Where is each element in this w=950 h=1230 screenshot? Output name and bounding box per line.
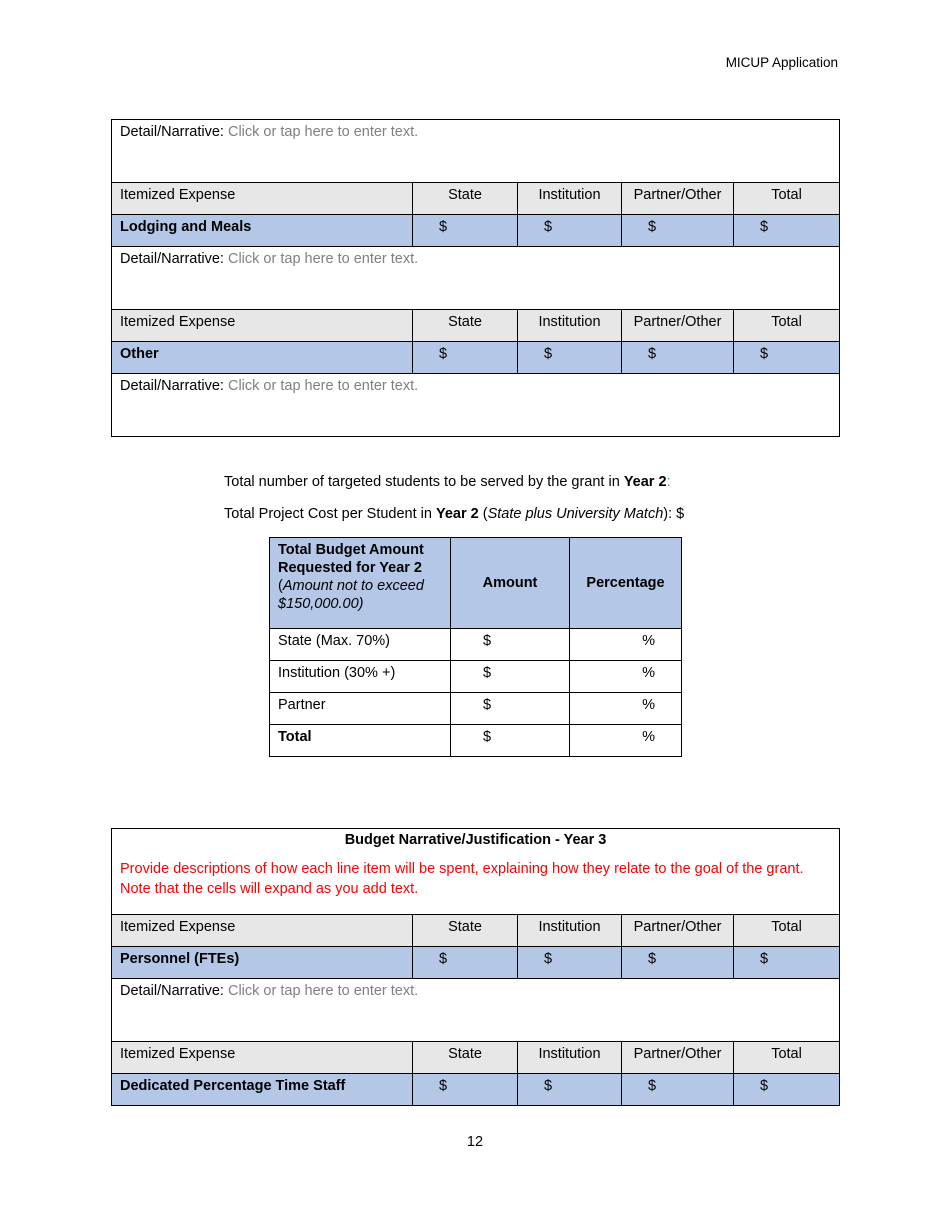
category-label: Dedicated Percentage Time Staff (112, 1074, 413, 1106)
col-state: State (413, 915, 518, 947)
page-number: 12 (466, 1134, 484, 1150)
summary-header-row (270, 538, 682, 629)
state-amount-field[interactable]: $ (413, 1074, 518, 1106)
narrative-row (112, 374, 840, 437)
amount-field[interactable]: $ (451, 661, 570, 693)
percentage-field[interactable]: % (570, 725, 682, 757)
institution-amount-field[interactable]: $ (518, 1074, 622, 1106)
amount-field[interactable]: $ (451, 629, 570, 661)
expense-header-row (112, 310, 840, 342)
col-institution: Institution (518, 1042, 622, 1074)
budget-summary-table (269, 537, 682, 757)
col-itemized-expense: Itemized Expense (112, 183, 413, 215)
summary-row-partner (270, 693, 682, 725)
col-institution: Institution (518, 310, 622, 342)
total-amount-field[interactable]: $ (734, 342, 840, 374)
summary-header-paren: ( (278, 578, 283, 594)
col-partner-other: Partner/Other (622, 915, 734, 947)
detail-label: Detail/Narrative: (120, 378, 224, 394)
budget-table-year-2 (111, 119, 840, 437)
amount-field[interactable]: $ (451, 725, 570, 757)
summary-row-institution (270, 661, 682, 693)
col-total: Total (734, 310, 840, 342)
narrative-cell[interactable] (112, 247, 840, 310)
detail-label: Detail/Narrative: (120, 983, 224, 999)
students-year: Year 2 (623, 474, 667, 490)
col-partner-other: Partner/Other (622, 310, 734, 342)
total-amount-field[interactable]: $ (734, 215, 840, 247)
col-itemized-expense: Itemized Expense (112, 310, 413, 342)
institution-amount-field[interactable]: $ (518, 342, 622, 374)
summary-header-bold: Total Budget Amount Requested for Year 2 (278, 542, 424, 576)
detail-label: Detail/Narrative: (120, 124, 224, 140)
narrative-placeholder[interactable]: Click or tap here to enter text. (227, 251, 419, 267)
row-label: Partner (270, 693, 451, 725)
category-row-personnel (112, 947, 840, 979)
expense-header-row (112, 1042, 840, 1074)
expense-header-row (112, 915, 840, 947)
col-itemized-expense: Itemized Expense (112, 1042, 413, 1074)
students-text: Total number of targeted students to be served by the grant in (224, 474, 624, 490)
partner-amount-field[interactable]: $ (622, 342, 734, 374)
narrative-row (112, 247, 840, 310)
col-institution: Institution (518, 183, 622, 215)
summary-header-note: Amount not to exceed $150,000.00) (278, 578, 424, 612)
budget-narrative-title-cell (112, 829, 840, 915)
col-partner-other: Partner/Other (622, 183, 734, 215)
total-amount-field[interactable]: $ (734, 1074, 840, 1106)
row-label: State (Max. 70%) (270, 629, 451, 661)
percentage-field[interactable]: % (570, 693, 682, 725)
col-total: Total (734, 183, 840, 215)
col-institution: Institution (518, 915, 622, 947)
state-amount-field[interactable]: $ (413, 342, 518, 374)
col-state: State (413, 310, 518, 342)
narrative-placeholder[interactable]: Click or tap here to enter text. (227, 983, 419, 999)
cost-dollar[interactable]: ): $ (663, 506, 685, 522)
state-amount-field[interactable]: $ (413, 215, 518, 247)
category-row-other (112, 342, 840, 374)
budget-table-year-3 (111, 828, 840, 1106)
col-percentage: Percentage (570, 538, 682, 629)
detail-label: Detail/Narrative: (120, 251, 224, 267)
col-amount: Amount (451, 538, 570, 629)
summary-row-state (270, 629, 682, 661)
total-amount-field[interactable]: $ (734, 947, 840, 979)
col-total: Total (734, 1042, 840, 1074)
cost-year: Year 2 (435, 506, 479, 522)
row-label: Institution (30% +) (270, 661, 451, 693)
narrative-placeholder[interactable]: Click or tap here to enter text. (227, 378, 419, 394)
institution-amount-field[interactable]: $ (518, 947, 622, 979)
percentage-field[interactable]: % (570, 629, 682, 661)
summary-header-label (270, 538, 451, 629)
category-label: Lodging and Meals (112, 215, 413, 247)
col-itemized-expense: Itemized Expense (112, 915, 413, 947)
category-row-lodging-meals (112, 215, 840, 247)
cost-text: Total Project Cost per Student in (224, 506, 436, 522)
narrative-placeholder[interactable]: Click or tap here to enter text. (227, 124, 419, 140)
document-header-title: MICUP Application (725, 55, 838, 70)
expense-header-row (112, 183, 840, 215)
institution-amount-field[interactable]: $ (518, 215, 622, 247)
section-title: Budget Narrative/Justification - Year 3 (344, 832, 607, 848)
row-label: Total (270, 725, 451, 757)
narrative-cell[interactable] (112, 374, 840, 437)
cost-paren: ( (478, 506, 488, 522)
category-label: Personnel (FTEs) (112, 947, 413, 979)
cost-note: State plus University Match (487, 506, 664, 522)
col-state: State (413, 1042, 518, 1074)
partner-amount-field[interactable]: $ (622, 947, 734, 979)
narrative-cell[interactable] (112, 979, 840, 1042)
narrative-cell[interactable] (112, 120, 840, 183)
cost-per-student-line (224, 506, 684, 522)
col-total: Total (734, 915, 840, 947)
students-colon: : (666, 474, 671, 490)
state-amount-field[interactable]: $ (413, 947, 518, 979)
narrative-row (112, 979, 840, 1042)
partner-amount-field[interactable]: $ (622, 215, 734, 247)
category-row-dedicated-staff (112, 1074, 840, 1106)
summary-row-total (270, 725, 682, 757)
category-label: Other (112, 342, 413, 374)
col-partner-other: Partner/Other (622, 1042, 734, 1074)
narrative-row (112, 120, 840, 183)
partner-amount-field[interactable]: $ (622, 1074, 734, 1106)
percentage-field[interactable]: % (570, 661, 682, 693)
targeted-students-line (224, 474, 671, 490)
col-state: State (413, 183, 518, 215)
instructions-text: Provide descriptions of how each line item will be spent, explaining how they relate to the goal of the grant. Note that the cells will expand as you add text. (120, 861, 804, 897)
budget-narrative-title-row (112, 829, 840, 915)
amount-field[interactable]: $ (451, 693, 570, 725)
